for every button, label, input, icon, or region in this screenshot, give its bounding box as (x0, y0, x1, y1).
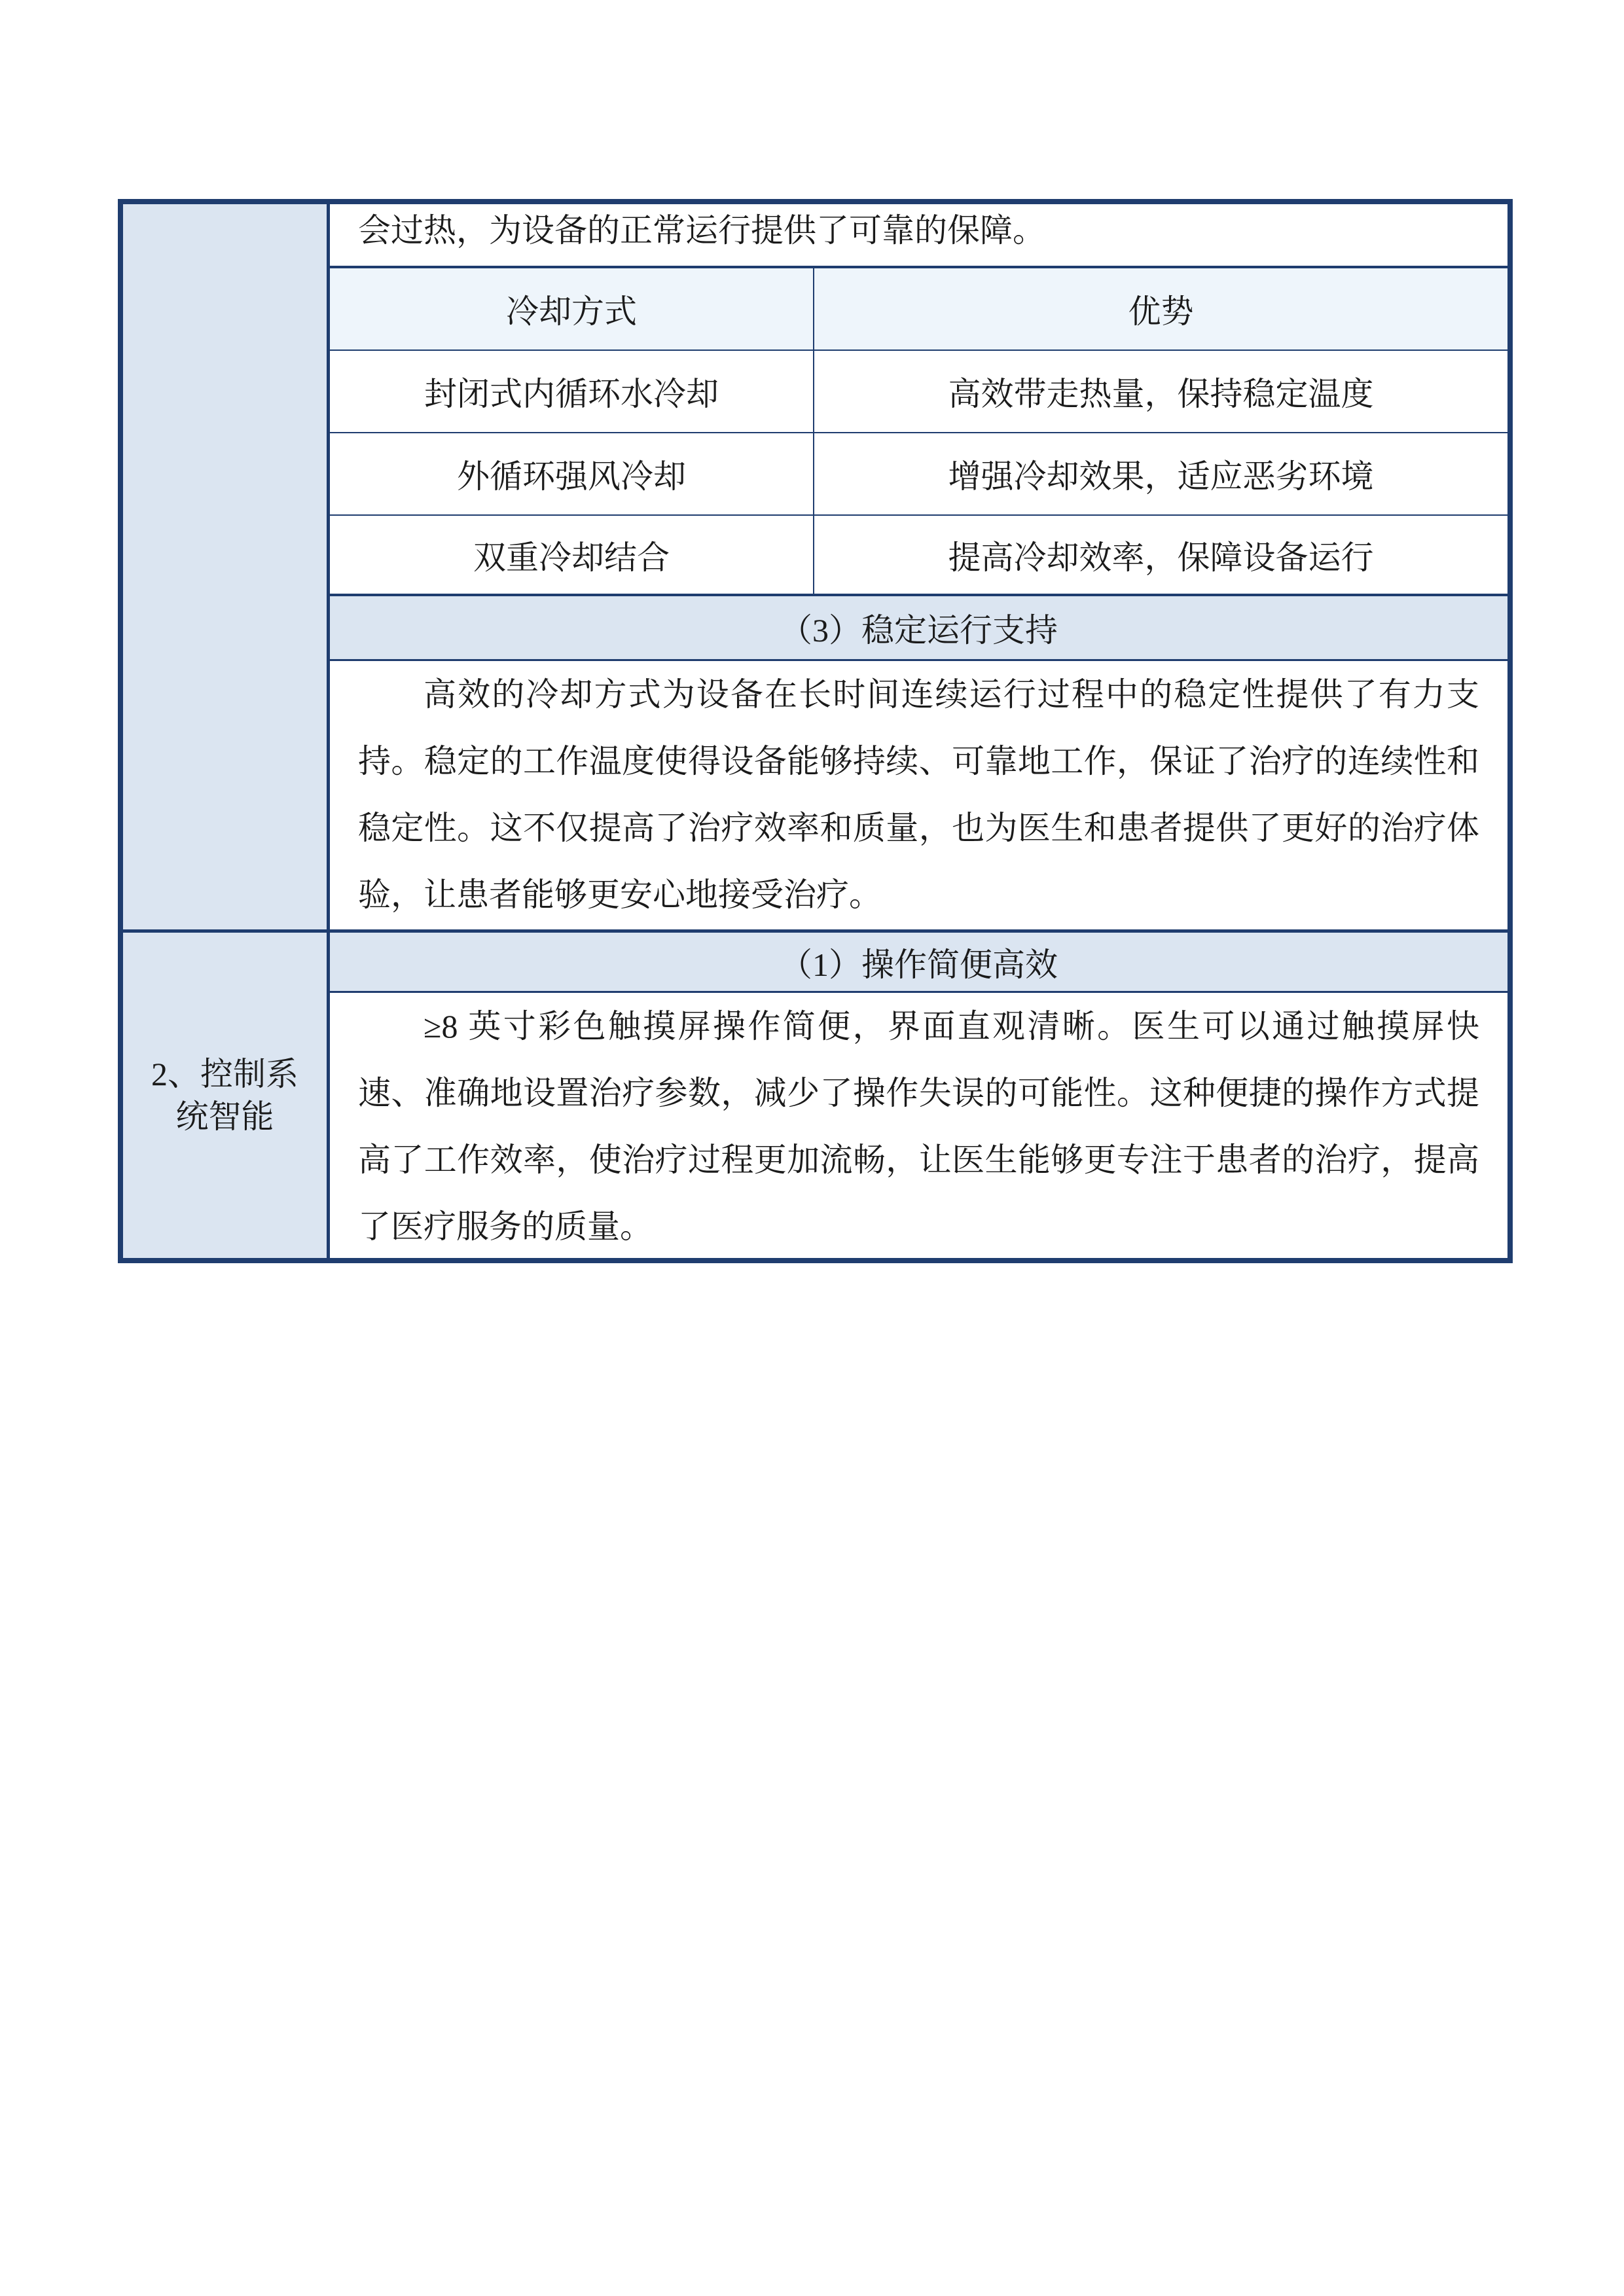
cooling-method-header: 冷却方式 (330, 268, 814, 350)
cooling-table-row (330, 516, 1507, 596)
row-label-cell (123, 933, 330, 1258)
subsection-heading-stable-operation: （3）稳定运行支持 (330, 596, 1507, 661)
cooling-table-row (330, 351, 1507, 433)
cooling-method-cell: 封闭式内循环水冷却 (330, 351, 814, 432)
row-label-control-system: 2、控制系统智能 (151, 1055, 298, 1135)
cooling-method-cell: 外循环强风冷却 (330, 433, 814, 514)
cooling-advantage-cell: 高效带走热量，保持稳定温度 (948, 376, 1374, 412)
feature-table (118, 199, 1513, 1263)
cooling-advantage-cell: 提高冷却效率，保障设备运行 (948, 539, 1374, 576)
cooling-table-row (330, 433, 1507, 516)
cooling-advantage-header: 优势 (1128, 293, 1194, 330)
table-row-cooling (123, 204, 1507, 929)
subsection-paragraph-stable-operation: 高效的冷却方式为设备在长时间连续运行过程中的稳定性提供了有力支持。稳定的工作温度使得设备能够持续、可靠地工作，保证了治疗的连续性和稳定性。这不仅提高了治疗效率和质量，也为医生和患者提供了更好的治疗体验，让患者能够更安心地接受治疗。 (358, 676, 1479, 913)
subsection-paragraph-easy-operation: ≥8 英寸彩色触摸屏操作简便，界面直观清晰。医生可以通过触摸屏快速、准确地设置治疗参数，减少了操作失误的可能性。这种便捷的操作方式提高了工作效率，使治疗过程更加流畅，让医生能够更专注于患者的治疗，提高了医疗服务的质量。 (358, 1008, 1479, 1245)
table-row-control-system (123, 929, 1507, 1258)
subsection-heading-easy-operation: （1）操作简便高效 (330, 933, 1507, 993)
cooling-advantage-cell: 增强冷却效果，适应恶劣环境 (948, 458, 1374, 495)
row-content-cell (330, 933, 1507, 1258)
cooling-table-header (330, 268, 1507, 351)
row-label-cell (123, 204, 330, 929)
continuation-text: 会过热，为设备的正常运行提供了可靠的保障。 (330, 204, 1507, 268)
row-content-cell (330, 204, 1507, 929)
cooling-method-cell: 双重冷却结合 (330, 516, 814, 594)
